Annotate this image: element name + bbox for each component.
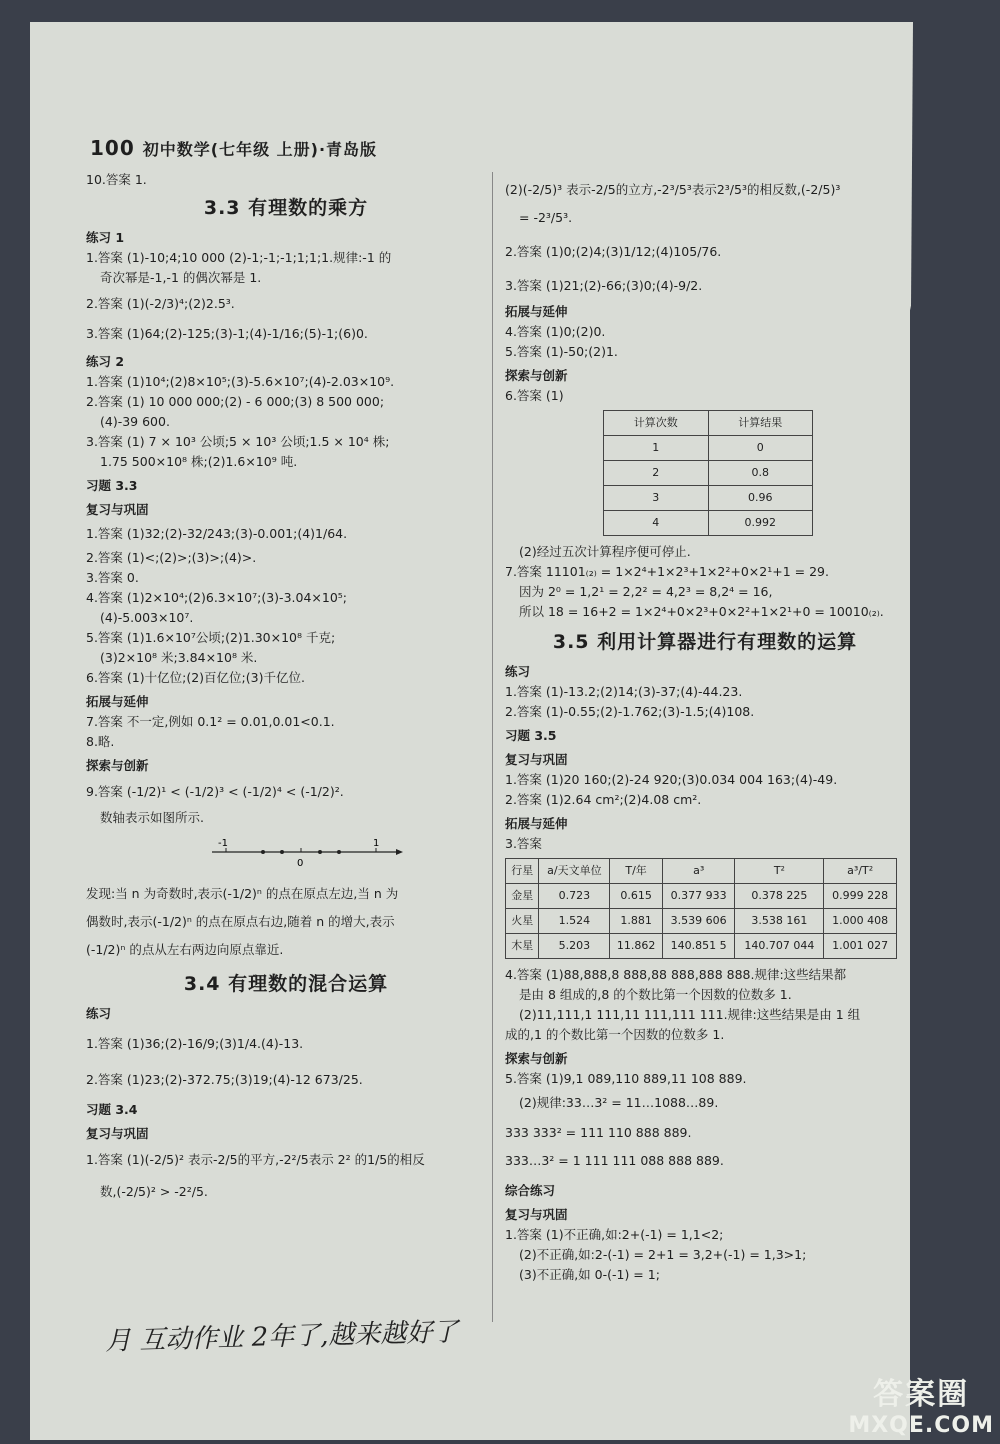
answer-line: 6.答案 (1) [505, 388, 564, 403]
answer-line: 1.答案 (1)-13.2;(2)14;(3)-37;(4)-44.23. [505, 684, 743, 699]
subsection-title: 综合练习 [505, 1183, 556, 1198]
number-line-figure [206, 832, 406, 878]
answer-line: 1.答案 (1)32;(2)-32/243;(3)-0.001;(4)1/64. [86, 526, 348, 541]
answer-line: 1.答案 (1)不正确,如:2+(-1) = 1,1<2; [505, 1227, 724, 1242]
table-cell: 0.999 228 [824, 884, 897, 909]
calc-steps-table [603, 410, 813, 536]
answer-line: (4)-5.003×10⁷. [100, 610, 194, 625]
answer-line: 2.答案 (1)(-2/3)⁴;(2)2.5³. [86, 296, 235, 311]
table-header: T/年 [610, 859, 662, 884]
table-cell: 5.203 [539, 934, 610, 959]
answer-line: 333…3² = 1 111 111 088 888 889. [505, 1153, 724, 1168]
answer-line: 成的,1 的个数比第一个因数的位数多 1. [505, 1027, 725, 1042]
number-line-label: 1 [373, 838, 380, 849]
answer-line: 8.略. [86, 734, 115, 749]
table-cell: 0.615 [610, 884, 662, 909]
table-header: 计算次数 [604, 411, 709, 436]
table-cell: 0.377 933 [662, 884, 735, 909]
answer-line: 数轴表示如图所示. [100, 810, 204, 825]
table-cell: 0.723 [539, 884, 610, 909]
answer-line: (3)不正确,如 0-(-1) = 1; [519, 1267, 660, 1282]
book-title: 初中数学(七年级 上册)·青岛版 [142, 140, 378, 159]
table-cell: 金星 [506, 884, 539, 909]
table-cell: 11.862 [610, 934, 662, 959]
subsection-title: 习题 3.5 [505, 728, 557, 743]
subsection-title: 复习与巩固 [86, 502, 149, 517]
watermark-url: MXQE.COM [848, 1413, 994, 1438]
table-cell: 2 [604, 461, 709, 486]
answer-line: 3.答案 (1) 7 × 10³ 公顷;5 × 10³ 公顷;1.5 × 10⁴ 株; [86, 434, 390, 449]
table-cell: 1.881 [610, 909, 662, 934]
table-header: a³ [662, 859, 735, 884]
subsection-title: 拓展与延伸 [86, 694, 149, 709]
table-cell: 140.851 5 [662, 934, 735, 959]
answer-line: 1.答案 (1)10⁴;(2)8×10⁵;(3)-5.6×10⁷;(4)-2.03×10⁹. [86, 374, 395, 389]
table-cell: 4 [604, 511, 709, 536]
answer-line: 数,(-2/5)² > -2²/5. [100, 1184, 208, 1199]
answer-line: (2)11,111,1 111,11 111,111 111.规律:这些结果是由 1 组 [519, 1007, 861, 1022]
answer-line: 7.答案 不一定,例如 0.1² = 0.01,0.01<0.1. [86, 714, 335, 729]
answer-line: (2)(-2/5)³ 表示-2/5的立方,-2³/5³表示2³/5³的相反数,(-2/5)³ [505, 182, 841, 197]
table-cell: 0.992 [708, 511, 813, 536]
answer-line: 3.答案 (1)64;(2)-125;(3)-1;(4)-1/16;(5)-1;(6)0. [86, 326, 368, 341]
answer-line: 2.答案 (1)0;(2)4;(3)1/12;(4)105/76. [505, 244, 722, 259]
table-row [506, 934, 897, 959]
table-header: a³/T² [824, 859, 897, 884]
subsection-title: 探索与创新 [505, 368, 568, 383]
answer-line: 3.答案 (1)21;(2)-66;(3)0;(4)-9/2. [505, 278, 703, 293]
left-column [86, 170, 486, 1202]
handwritten-note: 月 互动作业 2年了,越来越好了 [104, 1317, 459, 1357]
subsection-title: 探索与创新 [505, 1051, 568, 1066]
table-cell: 0.96 [708, 486, 813, 511]
table-header: 计算结果 [708, 411, 813, 436]
answer-line: (2)经过五次计算程序便可停止. [519, 544, 691, 559]
table-header: a/天文单位 [539, 859, 610, 884]
subsection-title: 探索与创新 [86, 758, 149, 773]
subsection-title: 习题 3.4 [86, 1102, 138, 1117]
answer-line: (2)规律:33…3² = 11…1088…89. [519, 1095, 719, 1110]
table-cell: 1.001 027 [824, 934, 897, 959]
table-cell: 木星 [506, 934, 539, 959]
table-cell: 3.538 161 [735, 909, 824, 934]
watermark-logo [848, 1369, 994, 1438]
answer-line: (-1/2)ⁿ 的点从左右两边向原点靠近. [86, 942, 284, 957]
page-header [90, 136, 377, 160]
subsection-title: 复习与巩固 [505, 752, 568, 767]
answer-line: 1.答案 (1)20 160;(2)-24 920;(3)0.034 004 163;(4)-49. [505, 772, 838, 787]
section-title: 3.5 利用计算器进行有理数的运算 [552, 631, 858, 653]
answer-line: 偶数时,表示(-1/2)ⁿ 的点在原点右边,随着 n 的增大,表示 [86, 914, 395, 929]
number-line-label: -1 [218, 838, 228, 849]
table-row [506, 884, 897, 909]
answer-line: 2.答案 (1)<;(2)>;(3)>;(4)>. [86, 550, 257, 565]
answer-line: 2.答案 (1) 10 000 000;(2) - 6 000;(3) 8 500 000; [86, 394, 385, 409]
answer-line: (3)2×10⁸ 米;3.84×10⁸ 米. [100, 650, 258, 665]
answer-line: 9.答案 (-1/2)¹ < (-1/2)³ < (-1/2)⁴ < (-1/2)². [86, 784, 344, 799]
answer-line: 发现:当 n 为奇数时,表示(-1/2)ⁿ 的点在原点左边,当 n 为 [86, 886, 399, 901]
table-cell: 3.539 606 [662, 909, 735, 934]
table-header: T² [735, 859, 824, 884]
answer-line: 6.答案 (1)十亿位;(2)百亿位;(3)千亿位. [86, 670, 305, 685]
answer-line: 5.答案 (1)9,1 089,110 889,11 108 889. [505, 1071, 747, 1086]
answer-line: 5.答案 (1)-50;(2)1. [505, 344, 618, 359]
answer-line: 10.答案 1. [86, 172, 147, 187]
table-cell: 0.378 225 [735, 884, 824, 909]
answer-line: (4)-39 600. [100, 414, 170, 429]
table-row [604, 461, 813, 486]
answer-line: 奇次幂是-1,-1 的偶次幂是 1. [100, 270, 262, 285]
planet-table [505, 858, 897, 959]
answer-line: 4.答案 (1)2×10⁴;(2)6.3×10⁷;(3)-3.04×10⁵; [86, 590, 347, 605]
answer-line: 3.答案 0. [86, 570, 139, 585]
section-title: 3.4 有理数的混合运算 [183, 973, 389, 995]
table-cell: 火星 [506, 909, 539, 934]
right-column [505, 170, 905, 1285]
answer-line: 1.答案 (1)-10;4;10 000 (2)-1;-1;-1;1;1;1.规律:-1 的 [86, 250, 392, 265]
answer-line: = -2³/5³. [519, 210, 573, 225]
answer-line: 4.答案 (1)88,888,8 888,88 888,888 888.规律:这些结果都 [505, 967, 847, 982]
table-cell: 3 [604, 486, 709, 511]
watermark-text: 答案圈 [873, 1377, 970, 1412]
subsection-title: 拓展与延伸 [505, 816, 568, 831]
subsection-title: 练习 1 [86, 230, 125, 245]
table-cell: 140.707 044 [735, 934, 824, 959]
answer-line: 1.75 500×10⁸ 株;(2)1.6×10⁹ 吨. [100, 454, 298, 469]
subsection-title: 练习 [505, 664, 531, 679]
subsection-title: 练习 2 [86, 354, 125, 369]
table-cell: 1 [604, 436, 709, 461]
subsection-title: 复习与巩固 [86, 1126, 149, 1141]
table-cell: 0.8 [708, 461, 813, 486]
answer-line: 所以 18 = 16+2 = 1×2⁴+0×2³+0×2²+1×2¹+0 = 10010₍₂₎. [519, 604, 884, 619]
subsection-title: 复习与巩固 [505, 1207, 568, 1222]
page-number: 100 [90, 136, 135, 160]
table-header: 行星 [506, 859, 539, 884]
answer-line: 1.答案 (1)36;(2)-16/9;(3)1/4.(4)-13. [86, 1036, 304, 1051]
subsection-title: 练习 [86, 1006, 112, 1021]
table-row [506, 909, 897, 934]
answer-line: 3.答案 [505, 836, 542, 851]
table-cell: 1.000 408 [824, 909, 897, 934]
column-divider [492, 172, 493, 1322]
table-row [604, 436, 813, 461]
table-row [604, 511, 813, 536]
answer-line: 是由 8 组成的,8 的个数比第一个因数的位数多 1. [519, 987, 792, 1002]
answer-line: 4.答案 (1)0;(2)0. [505, 324, 606, 339]
answer-line: 1.答案 (1)(-2/5)² 表示-2/5的平方,-2²/5表示 2² 的1/5的相反 [86, 1152, 425, 1167]
table-cell: 0 [708, 436, 813, 461]
answer-line: 333 333² = 111 110 888 889. [505, 1125, 692, 1140]
answer-line: 2.答案 (1)23;(2)-372.75;(3)19;(4)-12 673/25. [86, 1072, 363, 1087]
answer-line: 7.答案 11101₍₂₎ = 1×2⁴+1×2³+1×2²+0×2¹+1 = 29. [505, 564, 829, 579]
subsection-title: 习题 3.3 [86, 478, 138, 493]
answer-line: (2)不正确,如:2-(-1) = 2+1 = 3,2+(-1) = 1,3>1; [519, 1247, 807, 1262]
answer-line: 2.答案 (1)2.64 cm²;(2)4.08 cm². [505, 792, 702, 807]
table-cell: 1.524 [539, 909, 610, 934]
number-line-label: 0 [297, 858, 304, 869]
table-row [604, 486, 813, 511]
answer-line: 因为 2⁰ = 1,2¹ = 2,2² = 4,2³ = 8,2⁴ = 16, [519, 584, 773, 599]
subsection-title: 拓展与延伸 [505, 304, 568, 319]
section-title: 3.3 有理数的乘方 [203, 197, 369, 219]
answer-line: 2.答案 (1)-0.55;(2)-1.762;(3)-1.5;(4)108. [505, 704, 755, 719]
answer-line: 5.答案 (1)1.6×10⁷公顷;(2)1.30×10⁸ 千克; [86, 630, 336, 645]
